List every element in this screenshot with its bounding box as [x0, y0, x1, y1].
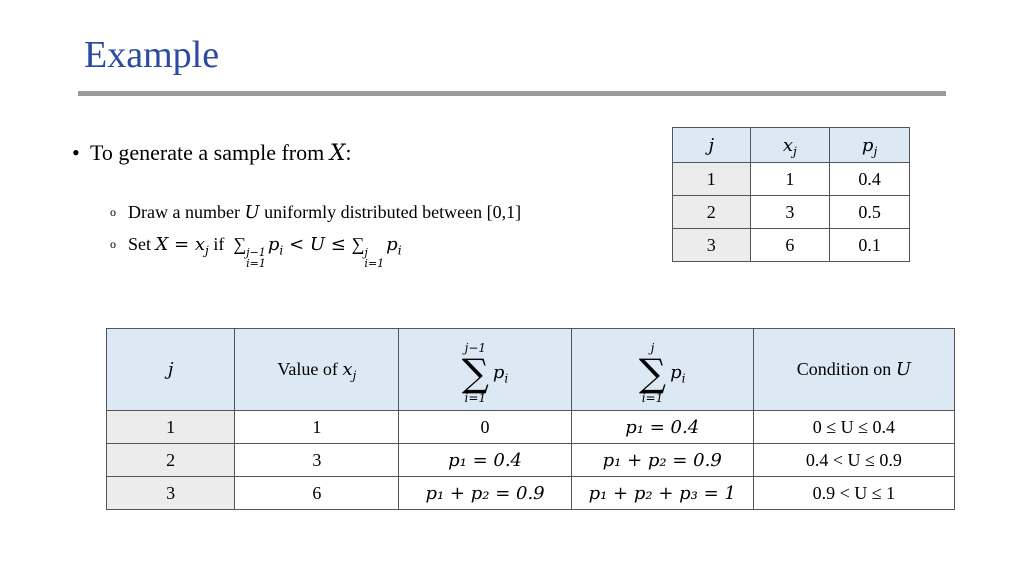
- table-row: [673, 229, 910, 262]
- main-bullet-text: To generate a sample from: [90, 140, 330, 165]
- sum1-limits: j−1 i=1: [246, 246, 266, 270]
- table-cell: 0.4: [830, 163, 910, 196]
- table-cell: p₁ = 0.4: [571, 411, 753, 444]
- circle-bullet-icon: o: [110, 205, 116, 219]
- table-row: [673, 163, 910, 196]
- header-value-xj: Value of $x_j$: [235, 329, 399, 411]
- header-xj: $x_j$: [750, 128, 830, 163]
- table-cell: 0.4 < U ≤ 0.9: [753, 444, 954, 477]
- table-cell: 0: [399, 411, 571, 444]
- probability-table: [672, 127, 910, 262]
- circle-bullet-icon: o: [110, 237, 116, 251]
- main-bullet-var: X: [329, 141, 346, 166]
- sub1-var: U: [244, 202, 260, 223]
- table-cell: p₁ = 0.4: [399, 444, 571, 477]
- table-row: [107, 444, 955, 477]
- main-bullet: [72, 140, 352, 166]
- sub2-if: if: [208, 234, 229, 254]
- table-cell: 0.1: [830, 229, 910, 262]
- sub1-post: uniformly distributed between [0,1]: [259, 202, 522, 222]
- header-j: j: [673, 128, 751, 163]
- sum2-limits: j i=1: [364, 246, 385, 270]
- table-cell: 6: [750, 229, 830, 262]
- table-header-row: [673, 128, 910, 163]
- cumulative-condition-table: [106, 328, 955, 510]
- sub2-expr: $X = x_j$: [155, 234, 209, 258]
- sum-sign-icon: ∑: [351, 234, 365, 254]
- sum2-term: $p_i$: [386, 234, 402, 258]
- table-row: [107, 477, 955, 510]
- table-cell: p₁ + p₂ = 0.9: [571, 444, 753, 477]
- table-cell: p₁ + p₂ + p₃ = 1: [571, 477, 753, 510]
- sub1-pre: Draw a number: [128, 202, 245, 222]
- sum-sign-icon: ∑: [638, 350, 667, 395]
- table-cell: 1: [673, 163, 751, 196]
- table-cell: 3: [107, 477, 235, 510]
- sum-sign-icon: ∑: [461, 350, 489, 395]
- table-row: [673, 196, 910, 229]
- sub-bullet-set: [110, 234, 402, 269]
- header-sum-to-j: j ∑ i=1 $p_i$: [571, 329, 753, 411]
- sub2-pre: Set: [128, 234, 156, 254]
- table-cell: 6: [235, 477, 399, 510]
- table-cell: 2: [673, 196, 751, 229]
- table-cell: 0 ≤ U ≤ 0.4: [753, 411, 954, 444]
- header-pj: $p_j$: [830, 128, 910, 163]
- header-condition-on-u: Condition on U: [753, 329, 954, 411]
- sum-sign-icon: ∑: [233, 234, 247, 254]
- sum1-term: $p_i$: [267, 234, 284, 258]
- table-cell: 3: [750, 196, 830, 229]
- table-row: [107, 411, 955, 444]
- table-cell: 1: [107, 411, 235, 444]
- table-cell: 0.9 < U ≤ 1: [753, 477, 954, 510]
- table-cell: 2: [107, 444, 235, 477]
- table-header-row: [107, 329, 955, 411]
- bullet-dot-icon: •: [72, 140, 80, 165]
- table-cell: 0.5: [830, 196, 910, 229]
- title-divider: [78, 91, 946, 96]
- header-sum-to-j-minus-1: j−1 ∑ i=1 $p_i$: [399, 329, 571, 411]
- table-cell: p₁ + p₂ = 0.9: [399, 477, 571, 510]
- table-cell: 3: [673, 229, 751, 262]
- main-bullet-colon: :: [345, 140, 352, 165]
- header-j: j: [107, 329, 235, 411]
- table-cell: 1: [235, 411, 399, 444]
- sub2-inequality: < U ≤: [283, 234, 352, 255]
- table-cell: 1: [750, 163, 830, 196]
- sub-bullet-draw: [110, 202, 521, 223]
- slide-title: Example: [84, 34, 220, 76]
- table-cell: 3: [235, 444, 399, 477]
